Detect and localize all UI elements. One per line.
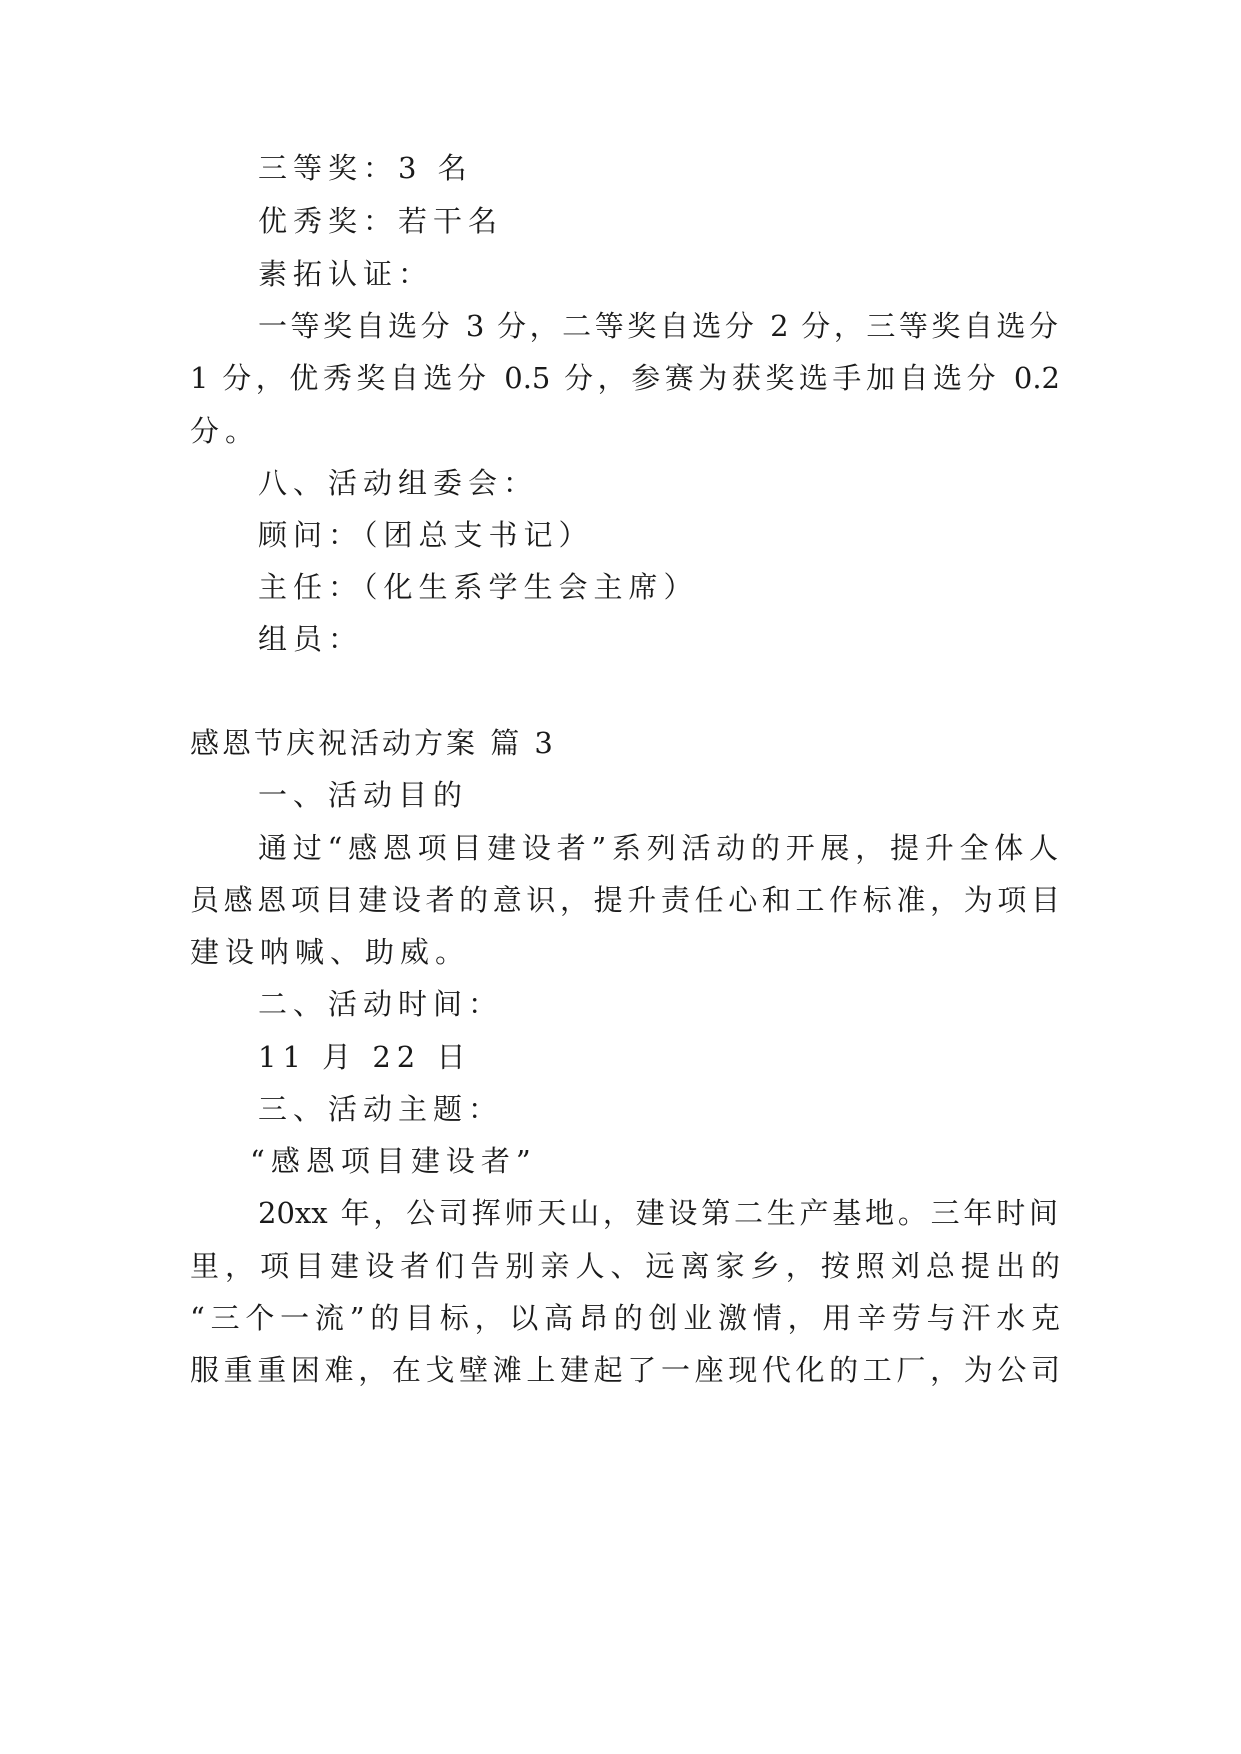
purpose-text-line-1: 通过“感恩项目建设者”系列活动的开展，提升全体人 [258,831,1058,865]
time-heading: 二、活动时间： [258,987,504,1021]
body-text-line-2: 里，项目建设者们告别亲人、远离家乡，按照刘总提出的 [190,1249,1060,1283]
advisor-line: 顾问：（团总支书记） [258,518,594,552]
credit-heading: 素拓认证： [258,257,434,291]
credit-text-line-1: 一等奖自选分 3 分，二等奖自选分 2 分，三等奖自选分 [258,309,1058,343]
theme-text: “感恩项目建设者” [250,1144,537,1178]
body-text-line-1: 20xx 年，公司挥师天山，建设第二生产基地。三年时间 [258,1196,1058,1230]
excellence-prize-line: 优秀奖：若干名 [258,204,504,238]
committee-heading: 八、活动组委会： [258,466,539,500]
body-text-line-3: “三个一流”的目标，以高昂的创业激情，用辛劳与汗水克 [190,1301,1060,1335]
purpose-text-line-3: 建设呐喊、助威。 [190,935,471,969]
members-line: 组员： [258,622,364,656]
purpose-heading: 一、活动目的 [258,778,469,812]
third-prize-line: 三等奖：3 名 [258,151,473,185]
director-line: 主任：（化生系学生会主席） [258,570,699,604]
credit-text-line-2: 1 分，优秀奖自选分 0.5 分，参赛为获奖选手加自选分 0.2 [190,361,1060,395]
body-text-line-4: 服重重困难，在戈壁滩上建起了一座现代化的工厂，为公司 [190,1353,1060,1387]
theme-heading: 三、活动主题： [258,1092,504,1126]
section-title: 感恩节庆祝活动方案 篇 3 [190,726,556,760]
credit-text-line-3: 分。 [190,414,261,448]
purpose-text-line-2: 员感恩项目建设者的意识，提升责任心和工作标准，为项目 [190,883,1060,917]
date-line: 11 月 22 日 [258,1040,472,1074]
